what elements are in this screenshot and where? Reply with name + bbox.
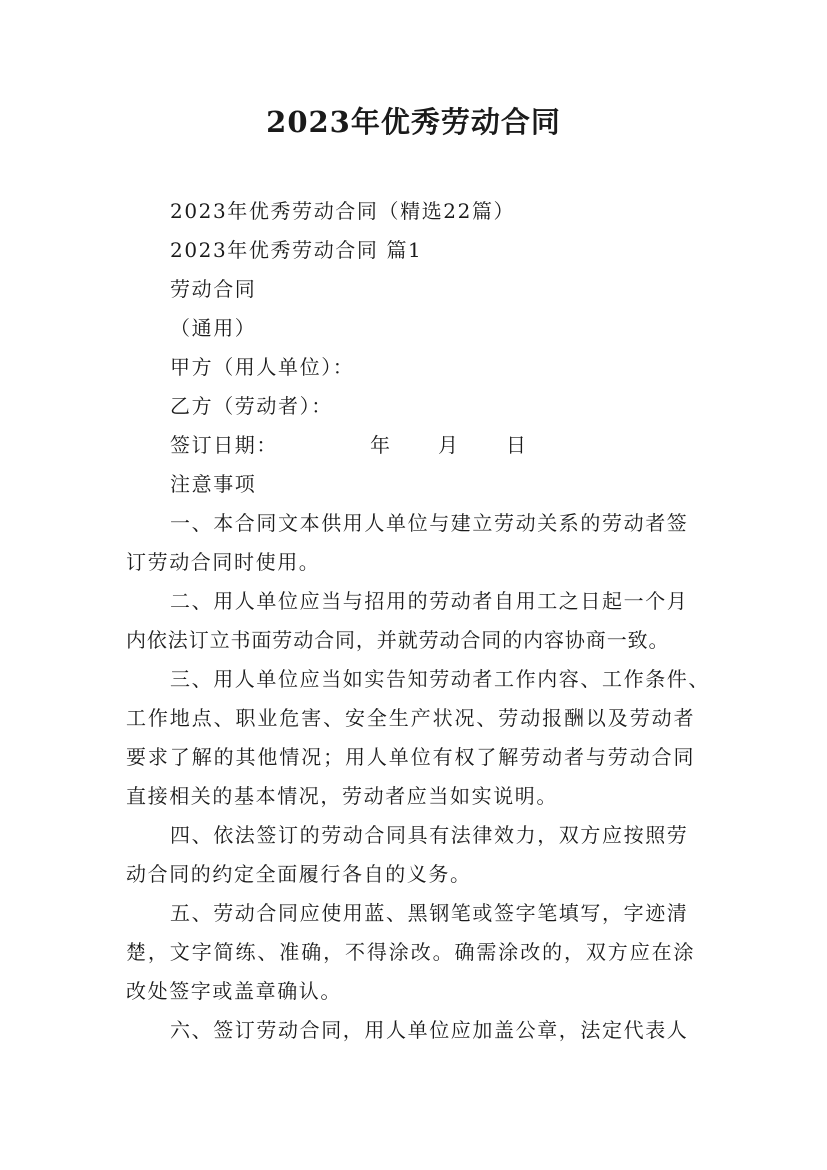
notes-heading: 注意事项 bbox=[170, 472, 257, 496]
note-line: 五、劳动合同应使用蓝、黑钢笔或签字笔填写，字迹清 bbox=[170, 901, 689, 925]
sign-date-day: 日 bbox=[506, 433, 528, 457]
party-b-field: 乙方（劳动者）： bbox=[170, 394, 333, 418]
sign-date-year: 年 bbox=[370, 433, 392, 457]
contract-type: （通用） bbox=[170, 316, 257, 340]
note-line: 楚，文字简练、准确，不得涂改。确需涂改的，双方应在涂 bbox=[126, 940, 696, 964]
contract-name: 劳动合同 bbox=[170, 277, 257, 301]
section-heading: 2023年优秀劳动合同 篇1 bbox=[170, 238, 423, 262]
note-line: 直接相关的基本情况，劳动者应当如实说明。 bbox=[126, 784, 558, 808]
note-line: 二、用人单位应当与招用的劳动者自用工之日起一个月 bbox=[170, 589, 689, 613]
document-title: 2023年优秀劳动合同 bbox=[266, 105, 561, 139]
note-line: 工作地点、职业危害、安全生产状况、劳动报酬以及劳动者 bbox=[126, 706, 696, 730]
note-line: 订劳动合同时使用。 bbox=[126, 550, 321, 574]
note-line: 三、用人单位应当如实告知劳动者工作内容、工作条件、 bbox=[170, 667, 710, 691]
note-line: 四、依法签订的劳动合同具有法律效力，双方应按照劳 bbox=[170, 823, 689, 847]
note-line: 六、签订劳动合同，用人单位应加盖公章，法定代表人 bbox=[170, 1018, 689, 1042]
party-a-field: 甲方（用人单位）： bbox=[170, 355, 355, 379]
note-line: 改处签字或盖章确认。 bbox=[126, 979, 342, 1003]
subtitle: 2023年优秀劳动合同（精选22篇） bbox=[170, 199, 516, 223]
sign-date-month: 月 bbox=[438, 433, 460, 457]
note-line: 内依法订立书面劳动合同，并就劳动合同的内容协商一致。 bbox=[126, 628, 670, 652]
note-line: 动合同的约定全面履行各自的义务。 bbox=[126, 862, 472, 886]
note-line: 一、本合同文本供用人单位与建立劳动关系的劳动者签 bbox=[170, 511, 689, 535]
note-line: 要求了解的其他情况；用人单位有权了解劳动者与劳动合同 bbox=[126, 745, 696, 769]
sign-date-label: 签订日期： bbox=[170, 433, 278, 457]
sign-date-field bbox=[170, 430, 570, 460]
